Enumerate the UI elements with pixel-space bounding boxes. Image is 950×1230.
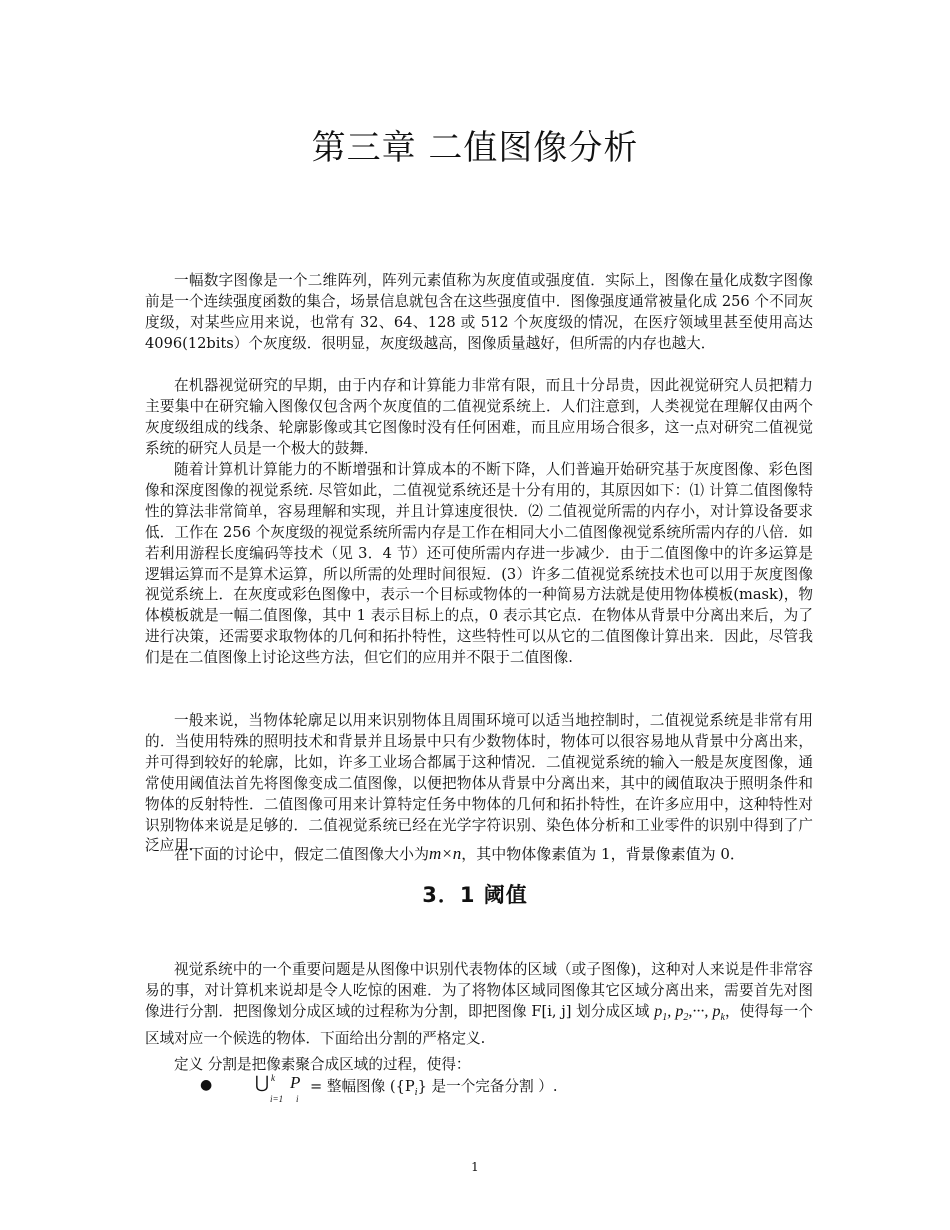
paragraph-early-research: 在机器视觉研究的早期，由于内存和计算能力非常有限，而且十分昂贵，因此视觉研究人员把精力主要集中在研究输入图像仅包含两个灰度值的二值视觉系统上．人们注意到，人类视觉在理解仅由两个灰度级组成的线条、轮廓影像或其它图像时没有任何困难，而且应用场合很多，这一点对研究二值视觉系统的研究人员是一个极大的鼓舞． xyxy=(145,377,813,457)
bullet-text xyxy=(310,1075,558,1098)
paragraph-binary-advantages: 随着计算机计算能力的不断增强和计算成本的不断下降，人们普遍开始研究基于灰度图像、彩色图像和深度图像的视觉系统. 尽管如此，二值视觉系统还是十分有用的，其原因如下：⑴ 计算二值图像特性的算法非常简单，容易理解和实现，并且计算速度很快．⑵ 二值视觉所需的内存小，对计算设备要求低．工作在 256 个灰度级的视觉系统所需内存是工作在相同大小二值图像视觉系统所需内存的八倍．如若利用游程长度编码等技术（见 3．4 节）还可使所需内存进一步减少．由于二值图像中的许多运算是逻辑运算而不是算术运算，所以所需的处理时间很短．(3）许多二值视觉系统技术也可以用于灰度图像视觉系统上．在灰度或彩色图像中，表示一个目标或物体的一种简易方法就是使用物体模板(mask)，物体模板就是一幅二值图像，其中 1 表示目标上的点，0 表示其它点．在物体从背景中分离出来后，为了进行决策，还需要求取物体的几何和拓扑特性，这些特性可以从它的二值图像计算出来．因此，尽管我们是在二值图像上讨论这些方法，但它们的应用并不限于二值图像. xyxy=(145,461,813,667)
region-sub-1: 1 xyxy=(662,1012,668,1023)
region-ellipsis: ,···, xyxy=(688,1002,713,1020)
paragraph-image-size xyxy=(145,842,813,866)
p5-text-before: 在下面的讨论中，假定二值图像大小为 xyxy=(174,845,430,863)
region-sub-k: k xyxy=(720,1012,725,1023)
region-p2: p xyxy=(675,1002,684,1020)
bullet-dot-icon: ● xyxy=(200,1077,213,1093)
section-title: 3．1 阈值 xyxy=(422,883,528,907)
bullet-text-end: } 是一个完备分割 ）. xyxy=(417,1078,558,1095)
region-separator: , xyxy=(667,1002,676,1020)
p5-text-after: ，其中物体像素值为 1，背景像素值为 0． xyxy=(461,845,745,863)
region-sub-2: 2 xyxy=(683,1012,689,1023)
chapter-title: 第三章 二值图像分析 xyxy=(311,128,639,168)
region-p1: p xyxy=(654,1002,663,1020)
p6-main-text: 视觉系统中的一个重要问题是从图像中识别代表物体的区域（或子图像)，这种对人来说是件非常容易的事，对计算机来说却是令人吃惊的困难．为了将物体区域同图像其它区域分离出来，需要首先对图像进行分割．把图像划分成区域的过程称为分割，即把图像 F[i, j] 划分成区域 xyxy=(145,961,813,1020)
paragraph-segmentation xyxy=(145,960,813,1050)
region-pk: p xyxy=(712,1002,721,1020)
p6-tail-text: ，使得每一个区域对应一个候选的物体．下面给出分割的严格定义. xyxy=(145,1002,814,1047)
set-subscript: i xyxy=(296,1094,299,1104)
page-number: 1 xyxy=(471,1160,479,1174)
paragraph-binary-usefulness: 一般来说，当物体轮廓足以用来识别物体且周围环境可以适当地控制时，二值视觉系统是非常有用的．当使用特殊的照明技术和背景并且场景中只有少数物体时，物体可以很容易地从背景中分离出来，并可得到较好的轮廓，比如，许多工业场合都属于这种情况．二值视觉系统的输入一般是灰度图像，通常使用阈值法首先将图像变成二值图像，以便把物体从背景中分离出来，其中的阈值取决于照明条件和物体的反射特性．二值图像可用来计算特定任务中物体的几何和拓扑特性，在许多应用中，这种特性对识别物体来说是足够的．二值视觉系统已经在光学字符识别、染色体分析和工业零件的识别中得到了广泛应用． xyxy=(145,712,813,855)
set-symbol: P xyxy=(290,1073,301,1092)
bullet-text-main: = 整幅图像 ({P xyxy=(310,1078,415,1095)
union-upper-limit: k xyxy=(271,1073,275,1083)
union-symbol: ⋃ xyxy=(255,1073,269,1093)
definition-line: 定义 分割是把像素聚合成区域的过程，使得： xyxy=(174,1056,471,1073)
bullet-text-sub: i xyxy=(414,1087,418,1098)
paragraph-intro: 一幅数字图像是一个二维阵列，阵列元素值称为灰度值或强度值．实际上，图像在量化成数字图像前是一个连续强度函数的集合，场景信息就包含在这些强度值中．图像强度通常被量化成 256 个不同灰度级，对某些应用来说，也常有 32、64、128 或 512 个灰度级的情况，在医疗领域里甚至使用高达 4096(12bits）个灰度级．很明显，灰度级越高，图像质量越好，但所需的内存也越大． xyxy=(145,272,813,352)
union-lower-limit: i=1 xyxy=(270,1094,284,1104)
math-m-times-n: m×n xyxy=(429,844,462,863)
region-list xyxy=(654,1002,725,1023)
